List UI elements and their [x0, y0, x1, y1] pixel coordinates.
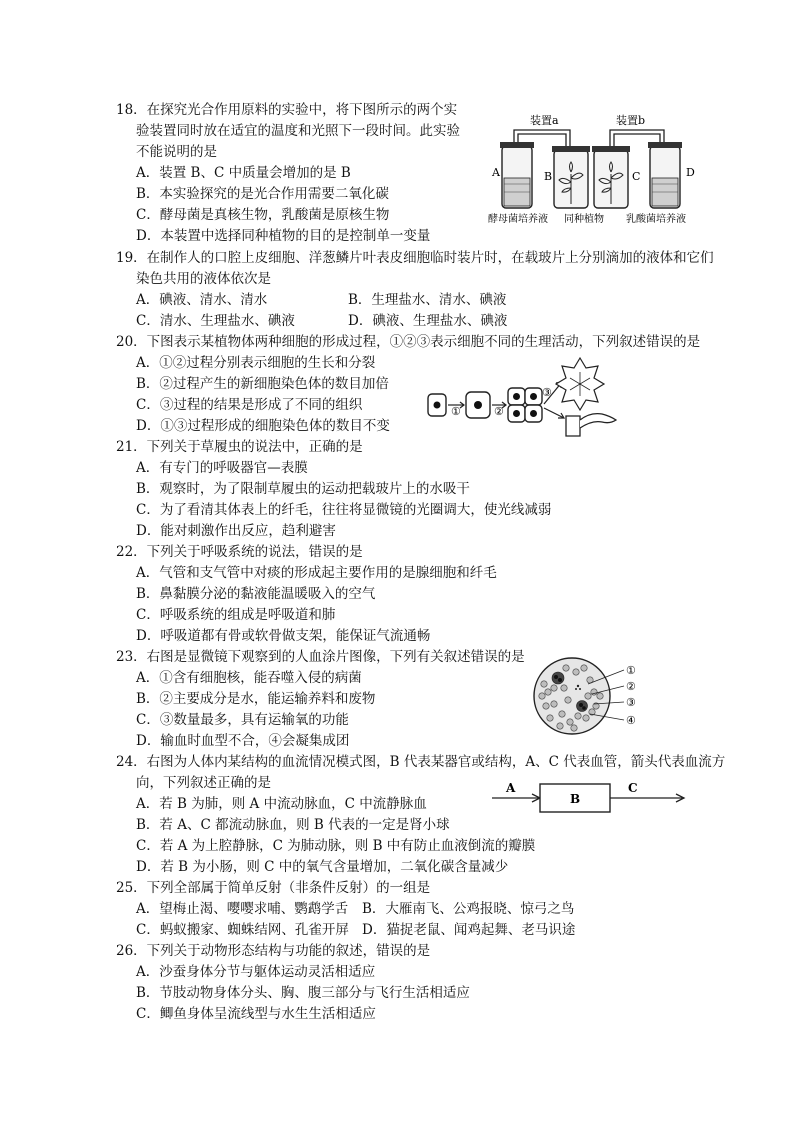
label-smear-3: ③: [626, 696, 636, 709]
red-blood-cell: [541, 681, 547, 687]
red-blood-cell: [565, 697, 571, 703]
q20-option-d: D．①③过程形成的细胞染色体的数目不变: [136, 418, 390, 434]
red-blood-cell: [539, 693, 545, 699]
red-blood-cell: [575, 713, 581, 719]
q24-stem-2: 向，下列叙述正确的是: [136, 775, 271, 791]
q24-stem-1: 24．右图为人体内某结构的血流情况模式图，B 代表某器官或结构，A、C 代表血管，箭头代表血流方: [116, 754, 726, 770]
q18-stem-3: 不能说明的是: [136, 144, 217, 160]
q25-stem: 25．下列全部属于简单反射（非条件反射）的一组是: [116, 880, 431, 896]
q22-option-a: A．气管和支气管中对痰的形成起主要作用的是腺细胞和纤毛: [136, 565, 497, 581]
red-blood-cell: [543, 703, 549, 709]
q18-stem-2: 验装置同时放在适宜的温度和光照下一段时间。此实验: [136, 123, 460, 139]
label-step-2: ②: [494, 405, 504, 418]
red-blood-cell: [571, 725, 577, 731]
q20-stem: 20．下图表示某植物体两种细胞的形成过程，①②③表示细胞不同的生理活动，下列叙述错误的是: [116, 334, 701, 350]
red-blood-cell: [551, 701, 557, 707]
red-blood-cell: [573, 669, 579, 675]
q18-option-a: A．装置 B、C 中质量会增加的是 B: [136, 165, 351, 181]
q19-stem-1: 19．在制作人的口腔上皮细胞、洋葱鳞片叶表皮细胞临时装片时，在载玻片上分别滴加的液体和它们: [116, 250, 714, 266]
q21-option-a: A．有专门的呼吸器官—表膜: [136, 460, 308, 476]
q26-stem: 26．下列关于动物形态结构与功能的叙述，错误的是: [116, 943, 431, 959]
label-jar-c: C: [632, 170, 641, 183]
q25-option-b: B．大雁南飞、公鸡报晓、惊弓之鸟: [362, 901, 575, 917]
q26-option-c: C．鲫鱼身体呈流线型与水生生活相适应: [136, 1006, 376, 1022]
q18-option-c: C．酵母菌是真核生物，乳酸菌是原核生物: [136, 207, 390, 223]
label-apparatus-a: 装置a: [530, 114, 559, 127]
q20-option-c: C．③过程的结果是形成了不同的组织: [136, 397, 363, 413]
q24-option-d: D．若 B 为小肠，则 C 中的氧气含量增加，二氧化碳含量减少: [136, 859, 509, 875]
red-blood-cell: [561, 685, 567, 691]
red-blood-cell: [563, 665, 569, 671]
red-blood-cell: [559, 711, 565, 717]
q22-option-d: D．呼吸道都有骨或软骨做支架，能保证气流通畅: [136, 628, 431, 644]
q23-option-a: A．①含有细胞核，能吞噬入侵的病菌: [136, 670, 362, 686]
q19-option-a: A．碘液、清水、清水: [136, 292, 268, 308]
q18-option-b: B．本实验探究的是光合作用需要二氧化碳: [136, 186, 389, 202]
label-organ-b: B: [570, 792, 581, 806]
red-blood-cell: [591, 689, 597, 695]
label-smear-2: ②: [626, 680, 636, 693]
red-blood-cell: [551, 685, 557, 691]
red-blood-cell: [557, 723, 563, 729]
q21-option-b: B．观察时，为了限制草履虫的运动把载玻片上的水吸干: [136, 481, 470, 497]
q19-option-b: B．生理盐水、清水、碘液: [348, 292, 507, 308]
q18-apparatus-figure: [488, 108, 706, 226]
label-vessel-a: A: [506, 781, 516, 795]
red-blood-cell: [567, 719, 573, 725]
q21-stem: 21．下列关于草履虫的说法中，正确的是: [116, 439, 363, 455]
label-jar-d: D: [686, 166, 695, 179]
q21-option-c: C．为了看清其体表上的纤毛，往往将显微镜的光圈调大，使光线减弱: [136, 502, 552, 518]
q24-blood-flow-figure: [488, 778, 688, 816]
q19-stem-2: 染色共用的液体依次是: [136, 271, 271, 287]
q25-option-a: A．望梅止渴、嘤嘤求哺、鹦鹉学舌: [136, 901, 349, 917]
q22-stem: 22．下列关于呼吸系统的说法，错误的是: [116, 544, 363, 560]
red-blood-cell: [581, 665, 587, 671]
q26-option-b: B．节肢动物身体分头、胸、腹三部分与飞行生活相适应: [136, 985, 470, 1001]
q20-cell-process-figure: [424, 352, 624, 442]
red-blood-cell: [545, 689, 551, 695]
label-jar-a: A: [492, 166, 500, 179]
label-step-3: ③: [542, 386, 552, 399]
q25-option-d: D．猫捉老鼠、闻鸡起舞、老马识途: [362, 922, 576, 938]
label-smear-4: ④: [626, 714, 636, 727]
q19-option-c: C．清水、生理盐水、碘液: [136, 313, 295, 329]
caption-same-plant: 同种植物: [564, 214, 604, 225]
q20-option-a: A．①②过程分别表示细胞的生长和分裂: [136, 355, 376, 371]
q22-option-b: B．鼻黏膜分泌的黏液能温暖吸入的空气: [136, 586, 376, 602]
q26-option-a: A．沙蚕身体分节与躯体运动灵活相适应: [136, 964, 376, 980]
label-step-1: ①: [451, 405, 461, 418]
red-blood-cell: [585, 693, 591, 699]
q18-stem-1: 18．在探究光合作用原料的实验中，将下图所示的两个实: [116, 102, 458, 118]
red-blood-cell: [547, 715, 553, 721]
q23-option-b: B．②主要成分是水，能运输养料和废物: [136, 691, 376, 707]
label-jar-b: B: [544, 170, 553, 183]
q21-option-d: D．能对刺激作出反应，趋利避害: [136, 523, 336, 539]
label-vessel-c: C: [628, 781, 638, 795]
red-blood-cell: [583, 715, 589, 721]
q22-option-c: C．呼吸系统的组成是呼吸道和肺: [136, 607, 336, 623]
q20-option-b: B．②过程产生的新细胞染色体的数目加倍: [136, 376, 389, 392]
caption-yeast-culture: 酵母菌培养液: [488, 214, 548, 225]
red-blood-cell: [597, 693, 603, 699]
label-apparatus-b: 装置b: [616, 114, 646, 127]
q23-option-c: C．③数量最多，具有运输氧的功能: [136, 712, 349, 728]
q24-option-c: C．若 A 为上腔静脉，C 为肺动脉，则 B 中有防止血液倒流的瓣膜: [136, 838, 536, 854]
label-smear-1: ①: [626, 664, 636, 677]
q18-option-d: D．本装置中选择同种植物的目的是控制单一变量: [136, 228, 431, 244]
q24-option-a: A．若 B 为肺，则 A 中流动脉血，C 中流静脉血: [136, 796, 427, 812]
q25-option-c: C．蚂蚁搬家、蜘蛛结网、孔雀开屏: [136, 922, 349, 938]
q23-blood-smear-figure: [530, 656, 670, 736]
q19-option-d: D．碘液、生理盐水、碘液: [348, 313, 508, 329]
q23-stem: 23．右图是显微镜下观察到的人血涂片图像，下列有关叙述错误的是: [116, 649, 525, 665]
q24-option-b: B．若 A、C 都流动脉血，则 B 代表的一定是肾小球: [136, 817, 450, 833]
q23-option-d: D．输血时血型不合，④会凝集成团: [136, 733, 350, 749]
caption-lactobacillus-culture: 乳酸菌培养液: [626, 214, 686, 225]
